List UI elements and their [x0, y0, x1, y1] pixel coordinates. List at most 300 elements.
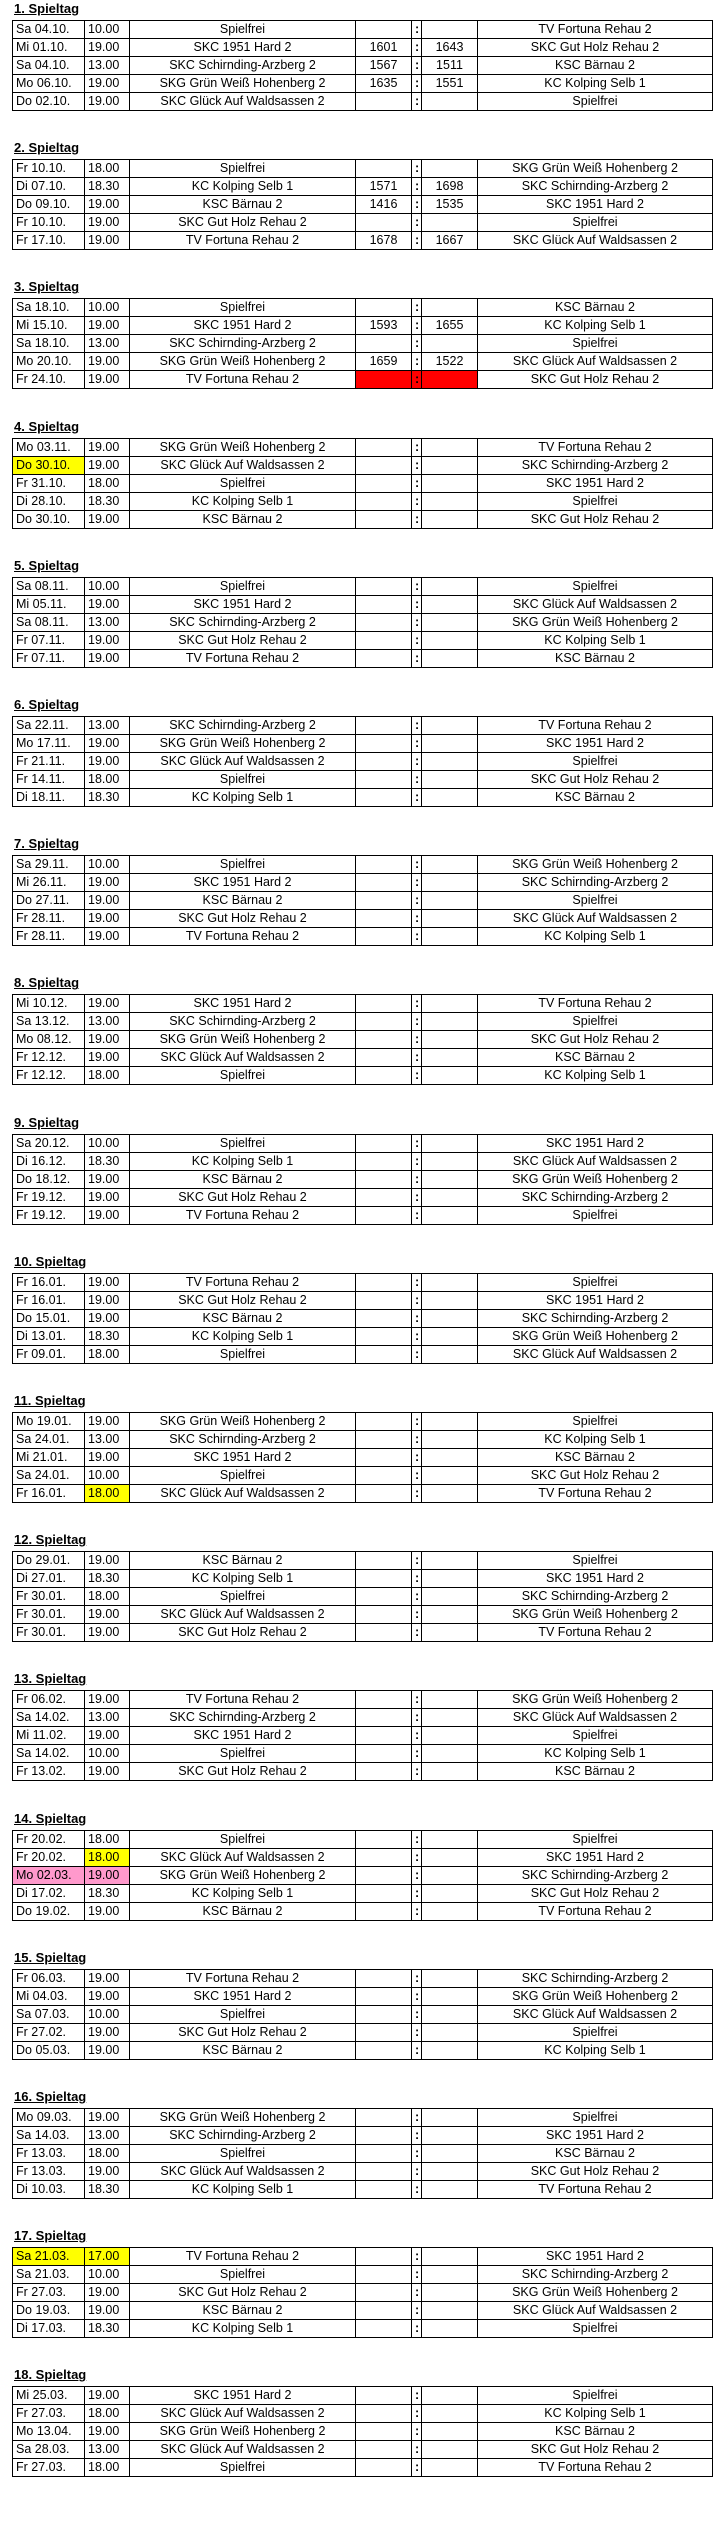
spieltag-title: 15. Spieltag	[14, 1949, 87, 1965]
home-team-cell: SKC Gut Holz Rehau 2	[130, 214, 356, 232]
table-row	[13, 371, 713, 389]
score-separator: :	[412, 1691, 422, 1709]
home-score-cell	[356, 1570, 412, 1588]
table-row	[13, 1327, 713, 1345]
home-score-cell	[356, 1691, 412, 1709]
home-team-cell: SKG Grün Weiß Hohenberg 2	[130, 735, 356, 753]
home-score-cell	[356, 1345, 412, 1363]
home-team-cell: SKC Glück Auf Waldsassen 2	[130, 2441, 356, 2459]
spieltag-title: 11. Spieltag	[14, 1393, 86, 1408]
guest-score-cell	[422, 1624, 478, 1642]
home-team-cell: KSC Bärnau 2	[130, 510, 356, 528]
home-score-cell	[356, 1709, 412, 1727]
guest-score-cell	[422, 1273, 478, 1291]
score-separator: :	[412, 196, 422, 214]
home-score-cell	[356, 474, 412, 492]
away-team-cell: TV Fortuna Rehau 2	[478, 2459, 713, 2477]
date-cell: Di 10.03.	[13, 2181, 85, 2199]
home-team-cell: TV Fortuna Rehau 2	[130, 371, 356, 389]
date-cell: Mi 05.11.	[13, 595, 85, 613]
away-team-cell: KSC Bärnau 2	[478, 789, 713, 807]
away-team-cell: KSC Bärnau 2	[478, 2145, 713, 2163]
home-team-cell: SKC Glück Auf Waldsassen 2	[130, 93, 356, 111]
date-cell: Fr 07.11.	[13, 649, 85, 667]
date-cell: Do 19.02.	[13, 1902, 85, 1920]
table-row	[13, 2163, 713, 2181]
home-team-cell: Spielfrei	[130, 2005, 356, 2023]
score-separator: :	[412, 2023, 422, 2041]
home-score-cell	[356, 299, 412, 317]
home-score-cell	[356, 2005, 412, 2023]
away-team-cell: Spielfrei	[478, 335, 713, 353]
away-team-cell: Spielfrei	[478, 492, 713, 510]
time-cell: 19.00	[85, 510, 130, 528]
date-cell: Sa 14.03.	[13, 2127, 85, 2145]
home-score-cell	[356, 2145, 412, 2163]
score-separator: :	[412, 2127, 422, 2145]
spieltag-title: 6. Spieltag	[14, 697, 80, 712]
score-separator: :	[412, 2248, 422, 2266]
score-separator: :	[412, 57, 422, 75]
date-cell: Sa 04.10.	[13, 21, 85, 39]
table-row	[13, 1345, 713, 1363]
table-row	[13, 631, 713, 649]
home-team-cell: SKC Schirnding-Arzberg 2	[130, 57, 356, 75]
home-score-cell	[356, 2423, 412, 2441]
table-row	[13, 1830, 713, 1848]
time-cell: 19.00	[85, 1866, 130, 1884]
guest-score-cell	[422, 335, 478, 353]
spieltag-title: 2. Spieltag	[14, 140, 80, 156]
time-cell: 19.00	[85, 753, 130, 771]
score-separator: :	[412, 856, 422, 874]
table-row	[13, 2387, 713, 2405]
spieltag-title: 9. Spieltag	[14, 1114, 80, 1130]
guest-score-cell: 1551	[422, 75, 478, 93]
date-cell: Fr 13.03.	[13, 2163, 85, 2181]
home-team-cell: Spielfrei	[130, 577, 356, 595]
guest-score-cell	[422, 2023, 478, 2041]
score-separator: :	[412, 753, 422, 771]
away-team-cell: SKC Gut Holz Rehau 2	[478, 1884, 713, 1902]
home-team-cell: SKC Gut Holz Rehau 2	[130, 2023, 356, 2041]
home-score-cell	[356, 856, 412, 874]
date-cell: Do 02.10.	[13, 93, 85, 111]
table-row	[13, 1902, 713, 1920]
score-separator: :	[412, 577, 422, 595]
date-cell: Sa 21.03.	[13, 2266, 85, 2284]
home-score-cell	[356, 1969, 412, 1987]
home-team-cell: KSC Bärnau 2	[130, 196, 356, 214]
date-cell: Fr 30.01.	[13, 1624, 85, 1642]
score-separator: :	[412, 2163, 422, 2181]
table-row	[13, 75, 713, 93]
date-cell: Sa 24.01.	[13, 1467, 85, 1485]
guest-score-cell	[422, 371, 478, 389]
table-row	[13, 317, 713, 335]
home-team-cell: SKC 1951 Hard 2	[130, 1727, 356, 1745]
guest-score-cell	[422, 1830, 478, 1848]
score-separator: :	[412, 649, 422, 667]
home-score-cell	[356, 1309, 412, 1327]
time-cell: 17.00	[85, 2248, 130, 2266]
date-cell: Sa 21.03.	[13, 2248, 85, 2266]
home-team-cell: SKC Glück Auf Waldsassen 2	[130, 1848, 356, 1866]
date-cell: Fr 24.10.	[13, 371, 85, 389]
guest-score-cell	[422, 2248, 478, 2266]
home-score-cell	[356, 2127, 412, 2145]
home-team-cell: SKC Schirnding-Arzberg 2	[130, 335, 356, 353]
score-separator: :	[412, 613, 422, 631]
time-cell: 19.00	[85, 649, 130, 667]
guest-score-cell	[422, 2163, 478, 2181]
score-separator: :	[412, 1866, 422, 1884]
spieltag-title: 4. Spieltag	[14, 418, 80, 434]
games-table	[12, 716, 713, 807]
time-cell: 13.00	[85, 717, 130, 735]
guest-score-cell	[422, 649, 478, 667]
score-separator: :	[412, 1188, 422, 1206]
home-score-cell	[356, 1485, 412, 1503]
score-separator: :	[412, 1624, 422, 1642]
score-separator: :	[412, 1449, 422, 1467]
score-separator: :	[412, 317, 422, 335]
away-team-cell: SKC 1951 Hard 2	[478, 1291, 713, 1309]
table-row	[13, 2181, 713, 2199]
table-row	[13, 595, 713, 613]
games-table	[12, 2247, 713, 2338]
date-cell: Di 17.02.	[13, 1884, 85, 1902]
home-score-cell	[356, 735, 412, 753]
date-cell: Sa 14.02.	[13, 1745, 85, 1763]
time-cell: 19.00	[85, 1273, 130, 1291]
date-cell: Fr 28.11.	[13, 910, 85, 928]
date-cell: Do 30.10.	[13, 456, 85, 474]
date-cell: Mi 11.02.	[13, 1727, 85, 1745]
score-separator: :	[412, 1152, 422, 1170]
games-table	[12, 577, 713, 668]
games-table	[12, 1969, 713, 2060]
guest-score-cell	[422, 1570, 478, 1588]
table-row	[13, 21, 713, 39]
table-row	[13, 856, 713, 874]
away-team-cell: Spielfrei	[478, 1727, 713, 1745]
guest-score-cell	[422, 856, 478, 874]
home-score-cell: 1571	[356, 178, 412, 196]
home-score-cell	[356, 874, 412, 892]
time-cell: 19.00	[85, 214, 130, 232]
games-table	[12, 994, 713, 1085]
time-cell: 13.00	[85, 57, 130, 75]
table-row	[13, 1745, 713, 1763]
home-score-cell: 1635	[356, 75, 412, 93]
home-team-cell: SKC Glück Auf Waldsassen 2	[130, 1485, 356, 1503]
table-row	[13, 2423, 713, 2441]
date-cell: Di 28.10.	[13, 492, 85, 510]
time-cell: 19.00	[85, 631, 130, 649]
table-row	[13, 2145, 713, 2163]
away-team-cell: Spielfrei	[478, 1273, 713, 1291]
table-row	[13, 1552, 713, 1570]
guest-score-cell	[422, 1969, 478, 1987]
score-separator: :	[412, 1013, 422, 1031]
date-cell: Sa 18.10.	[13, 335, 85, 353]
away-team-cell: SKC Glück Auf Waldsassen 2	[478, 2302, 713, 2320]
home-score-cell: 1416	[356, 196, 412, 214]
score-separator: :	[412, 735, 422, 753]
date-cell: Do 05.03.	[13, 2041, 85, 2059]
score-separator: :	[412, 2181, 422, 2199]
time-cell: 19.00	[85, 1309, 130, 1327]
guest-score-cell	[422, 2459, 478, 2477]
home-team-cell: SKC Gut Holz Rehau 2	[130, 910, 356, 928]
home-score-cell	[356, 1606, 412, 1624]
home-team-cell: SKC Glück Auf Waldsassen 2	[130, 1049, 356, 1067]
away-team-cell: SKG Grün Weiß Hohenberg 2	[478, 1327, 713, 1345]
home-team-cell: KC Kolping Selb 1	[130, 789, 356, 807]
table-row	[13, 1763, 713, 1781]
table-row	[13, 335, 713, 353]
away-team-cell: SKG Grün Weiß Hohenberg 2	[478, 160, 713, 178]
away-team-cell: SKC 1951 Hard 2	[478, 2248, 713, 2266]
away-team-cell: SKC 1951 Hard 2	[478, 1134, 713, 1152]
score-separator: :	[412, 995, 422, 1013]
away-team-cell: SKC Gut Holz Rehau 2	[478, 771, 713, 789]
score-separator: :	[412, 928, 422, 946]
games-table	[12, 1690, 713, 1781]
home-team-cell: Spielfrei	[130, 160, 356, 178]
score-separator: :	[412, 1134, 422, 1152]
home-score-cell	[356, 1031, 412, 1049]
score-separator: :	[412, 2109, 422, 2127]
away-team-cell: SKC Schirnding-Arzberg 2	[478, 456, 713, 474]
table-row	[13, 1727, 713, 1745]
away-team-cell: SKC Gut Holz Rehau 2	[478, 39, 713, 57]
score-separator: :	[412, 1969, 422, 1987]
home-score-cell	[356, 371, 412, 389]
score-separator: :	[412, 492, 422, 510]
away-team-cell: TV Fortuna Rehau 2	[478, 995, 713, 1013]
score-separator: :	[412, 214, 422, 232]
time-cell: 18.00	[85, 1588, 130, 1606]
score-separator: :	[412, 232, 422, 250]
home-team-cell: TV Fortuna Rehau 2	[130, 1206, 356, 1224]
score-separator: :	[412, 717, 422, 735]
guest-score-cell	[422, 2041, 478, 2059]
games-table	[12, 20, 713, 111]
guest-score-cell	[422, 1291, 478, 1309]
date-cell: Di 16.12.	[13, 1152, 85, 1170]
table-row	[13, 735, 713, 753]
guest-score-cell	[422, 613, 478, 631]
away-team-cell: SKC Schirnding-Arzberg 2	[478, 1588, 713, 1606]
home-team-cell: Spielfrei	[130, 21, 356, 39]
time-cell: 19.00	[85, 1902, 130, 1920]
time-cell: 18.30	[85, 1570, 130, 1588]
guest-score-cell	[422, 1067, 478, 1085]
table-row	[13, 160, 713, 178]
games-table	[12, 1273, 713, 1364]
date-cell: Sa 04.10.	[13, 57, 85, 75]
away-team-cell: Spielfrei	[478, 93, 713, 111]
table-row	[13, 2023, 713, 2041]
away-team-cell: SKG Grün Weiß Hohenberg 2	[478, 1691, 713, 1709]
time-cell: 13.00	[85, 1709, 130, 1727]
time-cell: 13.00	[85, 335, 130, 353]
time-cell: 19.00	[85, 317, 130, 335]
score-separator: :	[412, 510, 422, 528]
time-cell: 19.00	[85, 892, 130, 910]
table-row	[13, 1884, 713, 1902]
guest-score-cell: 1667	[422, 232, 478, 250]
time-cell: 19.00	[85, 2163, 130, 2181]
score-separator: :	[412, 874, 422, 892]
date-cell: Fr 17.10.	[13, 232, 85, 250]
away-team-cell: SKG Grün Weiß Hohenberg 2	[478, 1606, 713, 1624]
table-row	[13, 995, 713, 1013]
home-team-cell: SKC Glück Auf Waldsassen 2	[130, 2405, 356, 2423]
table-row	[13, 510, 713, 528]
date-cell: Mi 01.10.	[13, 39, 85, 57]
home-team-cell: SKG Grün Weiß Hohenberg 2	[130, 1866, 356, 1884]
time-cell: 10.00	[85, 856, 130, 874]
score-separator: :	[412, 21, 422, 39]
time-cell: 19.00	[85, 1449, 130, 1467]
score-separator: :	[412, 1763, 422, 1781]
home-team-cell: SKC Glück Auf Waldsassen 2	[130, 456, 356, 474]
guest-score-cell	[422, 1588, 478, 1606]
table-row	[13, 2041, 713, 2059]
home-team-cell: SKC 1951 Hard 2	[130, 317, 356, 335]
table-row	[13, 2248, 713, 2266]
date-cell: Fr 28.11.	[13, 928, 85, 946]
time-cell: 19.00	[85, 371, 130, 389]
guest-score-cell	[422, 1449, 478, 1467]
time-cell: 19.00	[85, 75, 130, 93]
date-cell: Mo 02.03.	[13, 1866, 85, 1884]
time-cell: 19.00	[85, 1987, 130, 2005]
time-cell: 19.00	[85, 1763, 130, 1781]
date-cell: Fr 27.03.	[13, 2284, 85, 2302]
table-row	[13, 1588, 713, 1606]
score-separator: :	[412, 1467, 422, 1485]
time-cell: 19.00	[85, 1206, 130, 1224]
score-separator: :	[412, 2041, 422, 2059]
away-team-cell: TV Fortuna Rehau 2	[478, 2181, 713, 2199]
home-score-cell	[356, 1727, 412, 1745]
table-row	[13, 178, 713, 196]
guest-score-cell	[422, 492, 478, 510]
away-team-cell: KSC Bärnau 2	[478, 1763, 713, 1781]
date-cell: Mi 21.01.	[13, 1449, 85, 1467]
score-separator: :	[412, 299, 422, 317]
home-score-cell	[356, 928, 412, 946]
guest-score-cell	[422, 1431, 478, 1449]
guest-score-cell	[422, 928, 478, 946]
time-cell: 19.00	[85, 2109, 130, 2127]
table-row	[13, 1467, 713, 1485]
table-row	[13, 1709, 713, 1727]
home-score-cell	[356, 1866, 412, 1884]
time-cell: 19.00	[85, 1727, 130, 1745]
date-cell: Fr 12.12.	[13, 1049, 85, 1067]
home-team-cell: SKC Gut Holz Rehau 2	[130, 1188, 356, 1206]
away-team-cell: SKC Glück Auf Waldsassen 2	[478, 353, 713, 371]
score-separator: :	[412, 2405, 422, 2423]
home-score-cell	[356, 335, 412, 353]
guest-score-cell	[422, 1763, 478, 1781]
time-cell: 18.30	[85, 1327, 130, 1345]
time-cell: 18.00	[85, 474, 130, 492]
home-score-cell	[356, 2459, 412, 2477]
spieltag-title: 14. Spieltag	[14, 1810, 87, 1826]
home-score-cell	[356, 1291, 412, 1309]
games-table	[12, 438, 713, 529]
home-team-cell: SKC 1951 Hard 2	[130, 1449, 356, 1467]
date-cell: Fr 16.01.	[13, 1485, 85, 1503]
guest-score-cell	[422, 2387, 478, 2405]
home-team-cell: Spielfrei	[130, 1588, 356, 1606]
time-cell: 13.00	[85, 1013, 130, 1031]
time-cell: 19.00	[85, 1031, 130, 1049]
date-cell: Sa 14.02.	[13, 1709, 85, 1727]
time-cell: 18.30	[85, 1152, 130, 1170]
home-team-cell: Spielfrei	[130, 2145, 356, 2163]
time-cell: 18.00	[85, 1485, 130, 1503]
score-separator: :	[412, 1830, 422, 1848]
away-team-cell: SKC Schirnding-Arzberg 2	[478, 874, 713, 892]
home-team-cell: Spielfrei	[130, 771, 356, 789]
guest-score-cell	[422, 2441, 478, 2459]
home-score-cell	[356, 2284, 412, 2302]
table-row	[13, 232, 713, 250]
home-team-cell: KSC Bärnau 2	[130, 1170, 356, 1188]
away-team-cell: SKC Schirnding-Arzberg 2	[478, 1969, 713, 1987]
home-score-cell	[356, 2248, 412, 2266]
date-cell: Fr 13.03.	[13, 2145, 85, 2163]
score-separator: :	[412, 160, 422, 178]
score-separator: :	[412, 371, 422, 389]
spieltag-title: 7. Spieltag	[14, 836, 80, 852]
home-score-cell	[356, 1067, 412, 1085]
away-team-cell: Spielfrei	[478, 214, 713, 232]
score-separator: :	[412, 75, 422, 93]
home-score-cell	[356, 21, 412, 39]
table-row	[13, 1067, 713, 1085]
table-row	[13, 717, 713, 735]
home-score-cell	[356, 577, 412, 595]
away-team-cell: SKC Schirnding-Arzberg 2	[478, 1866, 713, 1884]
time-cell: 13.00	[85, 1431, 130, 1449]
score-separator: :	[412, 1606, 422, 1624]
table-row	[13, 1848, 713, 1866]
home-team-cell: Spielfrei	[130, 1467, 356, 1485]
guest-score-cell	[422, 1152, 478, 1170]
score-separator: :	[412, 1745, 422, 1763]
home-team-cell: SKC 1951 Hard 2	[130, 39, 356, 57]
home-score-cell: 1601	[356, 39, 412, 57]
home-score-cell: 1659	[356, 353, 412, 371]
time-cell: 19.00	[85, 1624, 130, 1642]
score-separator: :	[412, 2284, 422, 2302]
guest-score-cell	[422, 771, 478, 789]
home-team-cell: KC Kolping Selb 1	[130, 1327, 356, 1345]
score-separator: :	[412, 2387, 422, 2405]
table-row	[13, 1431, 713, 1449]
time-cell: 19.00	[85, 353, 130, 371]
score-separator: :	[412, 2423, 422, 2441]
home-team-cell: SKG Grün Weiß Hohenberg 2	[130, 438, 356, 456]
